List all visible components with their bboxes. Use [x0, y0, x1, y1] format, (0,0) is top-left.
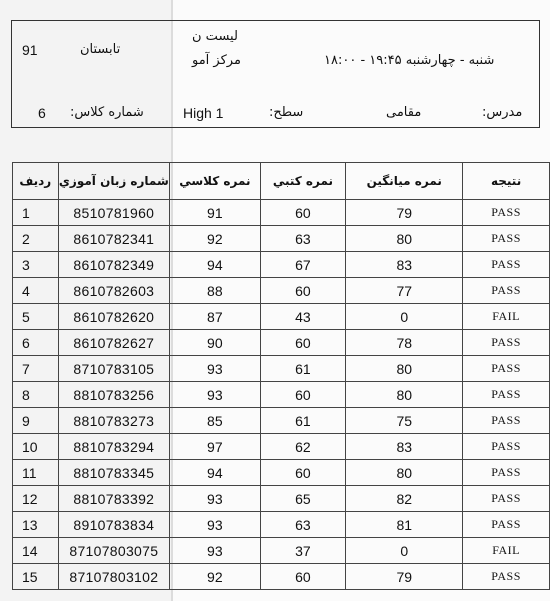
result-cell: PASS [463, 278, 550, 304]
class-score-cell: 93 [170, 538, 260, 564]
midterm-score-cell: 78 [346, 330, 463, 356]
written-score-cell: 61 [260, 408, 346, 434]
class-score-cell: 93 [170, 486, 260, 512]
written-score-cell: 60 [260, 460, 346, 486]
table-row [13, 330, 550, 356]
class-score-cell: 88 [170, 278, 260, 304]
student-id-cell: 8610782349 [58, 252, 170, 278]
col-header-midterm-score: نمره ميانگين [346, 163, 463, 200]
row-number-cell: 11 [13, 460, 59, 486]
col-header-class-score: نمره كلاسي [170, 163, 260, 200]
midterm-score-cell: 80 [346, 226, 463, 252]
class-score-cell: 94 [170, 252, 260, 278]
row-number-cell: 13 [13, 512, 59, 538]
teacher-name: مقامی [386, 105, 422, 120]
class-info-box [11, 20, 540, 128]
written-score-cell: 37 [260, 538, 346, 564]
midterm-score-cell: 80 [346, 382, 463, 408]
row-number-cell: 9 [13, 408, 59, 434]
midterm-score-cell: 82 [346, 486, 463, 512]
written-score-cell: 60 [260, 200, 346, 226]
level-label: سطح: [269, 105, 304, 120]
student-id-cell: 87107803102 [58, 564, 170, 590]
result-cell: PASS [463, 252, 550, 278]
result-cell: PASS [463, 434, 550, 460]
written-score-cell: 43 [260, 304, 346, 330]
table-row [13, 252, 550, 278]
result-cell: PASS [463, 564, 550, 590]
result-cell: PASS [463, 356, 550, 382]
term-code: 91 [22, 42, 38, 58]
result-cell: PASS [463, 486, 550, 512]
student-id-cell: 8610782341 [58, 226, 170, 252]
result-cell: PASS [463, 200, 550, 226]
class-score-cell: 90 [170, 330, 260, 356]
class-number-label: شماره کلاس: [70, 105, 144, 120]
class-score-cell: 87 [170, 304, 260, 330]
class-score-cell: 93 [170, 512, 260, 538]
midterm-score-cell: 83 [346, 252, 463, 278]
result-cell: PASS [463, 382, 550, 408]
written-score-cell: 65 [260, 486, 346, 512]
written-score-cell: 63 [260, 512, 346, 538]
result-cell: FAIL [463, 304, 550, 330]
center-name: مرکز آمو [192, 53, 241, 68]
midterm-score-cell: 79 [346, 200, 463, 226]
col-header-written-score: نمره كتبي [260, 163, 346, 200]
class-score-cell: 92 [170, 564, 260, 590]
class-score-cell: 97 [170, 434, 260, 460]
midterm-score-cell: 79 [346, 564, 463, 590]
student-id-cell: 8810783256 [58, 382, 170, 408]
col-header-result: نتيجه [463, 163, 550, 200]
midterm-score-cell: 80 [346, 460, 463, 486]
class-score-cell: 85 [170, 408, 260, 434]
student-id-cell: 8710783105 [58, 356, 170, 382]
midterm-score-cell: 75 [346, 408, 463, 434]
row-number-cell: 14 [13, 538, 59, 564]
level-value: High 1 [183, 105, 224, 121]
col-header-student-id: شماره زبان آموزي [58, 163, 170, 200]
student-id-cell: 8810783345 [58, 460, 170, 486]
row-number-cell: 7 [13, 356, 59, 382]
student-id-cell: 8810783294 [58, 434, 170, 460]
table-row [13, 460, 550, 486]
student-id-cell: 87107803075 [58, 538, 170, 564]
row-number-cell: 10 [13, 434, 59, 460]
table-row [13, 434, 550, 460]
midterm-score-cell: 0 [346, 538, 463, 564]
schedule-text: شنبه - چهارشنبه ۱۹:۴۵ - ۱۸:۰۰ [324, 53, 495, 68]
student-id-cell: 8610782620 [58, 304, 170, 330]
student-id-cell: 8510781960 [58, 200, 170, 226]
table-row [13, 356, 550, 382]
row-number-cell: 15 [13, 564, 59, 590]
result-cell: PASS [463, 408, 550, 434]
row-number-cell: 4 [13, 278, 59, 304]
written-score-cell: 60 [260, 382, 346, 408]
row-number-cell: 3 [13, 252, 59, 278]
grades-table [12, 162, 550, 590]
written-score-cell: 60 [260, 564, 346, 590]
result-cell: PASS [463, 226, 550, 252]
table-body [13, 200, 550, 590]
table-row [13, 304, 550, 330]
student-id-cell: 8910783834 [58, 512, 170, 538]
term-name: تابستان [80, 42, 121, 57]
written-score-cell: 62 [260, 434, 346, 460]
result-cell: PASS [463, 330, 550, 356]
written-score-cell: 67 [260, 252, 346, 278]
row-number-cell: 2 [13, 226, 59, 252]
table-row [13, 408, 550, 434]
written-score-cell: 61 [260, 356, 346, 382]
table-row [13, 382, 550, 408]
table-row [13, 564, 550, 590]
written-score-cell: 60 [260, 330, 346, 356]
student-id-cell: 8810783273 [58, 408, 170, 434]
written-score-cell: 63 [260, 226, 346, 252]
row-number-cell: 12 [13, 486, 59, 512]
class-score-cell: 91 [170, 200, 260, 226]
table-header-row [13, 163, 550, 200]
result-cell: PASS [463, 460, 550, 486]
written-score-cell: 60 [260, 278, 346, 304]
student-id-cell: 8810783392 [58, 486, 170, 512]
student-id-cell: 8610782603 [58, 278, 170, 304]
table-row [13, 278, 550, 304]
midterm-score-cell: 81 [346, 512, 463, 538]
row-number-cell: 6 [13, 330, 59, 356]
table-row [13, 538, 550, 564]
class-score-cell: 93 [170, 382, 260, 408]
result-cell: PASS [463, 512, 550, 538]
row-number-cell: 1 [13, 200, 59, 226]
teacher-label: مدرس: [482, 105, 523, 120]
result-cell: FAIL [463, 538, 550, 564]
midterm-score-cell: 83 [346, 434, 463, 460]
table-row [13, 226, 550, 252]
class-score-cell: 92 [170, 226, 260, 252]
list-title: لیست ن [192, 29, 238, 44]
student-id-cell: 8610782627 [58, 330, 170, 356]
row-number-cell: 5 [13, 304, 59, 330]
table-row [13, 512, 550, 538]
midterm-score-cell: 77 [346, 278, 463, 304]
col-header-row-number: ردیف [13, 163, 59, 200]
table-row [13, 200, 550, 226]
class-score-cell: 94 [170, 460, 260, 486]
class-score-cell: 93 [170, 356, 260, 382]
midterm-score-cell: 0 [346, 304, 463, 330]
midterm-score-cell: 80 [346, 356, 463, 382]
table-row [13, 486, 550, 512]
class-number: 6 [38, 105, 46, 121]
row-number-cell: 8 [13, 382, 59, 408]
